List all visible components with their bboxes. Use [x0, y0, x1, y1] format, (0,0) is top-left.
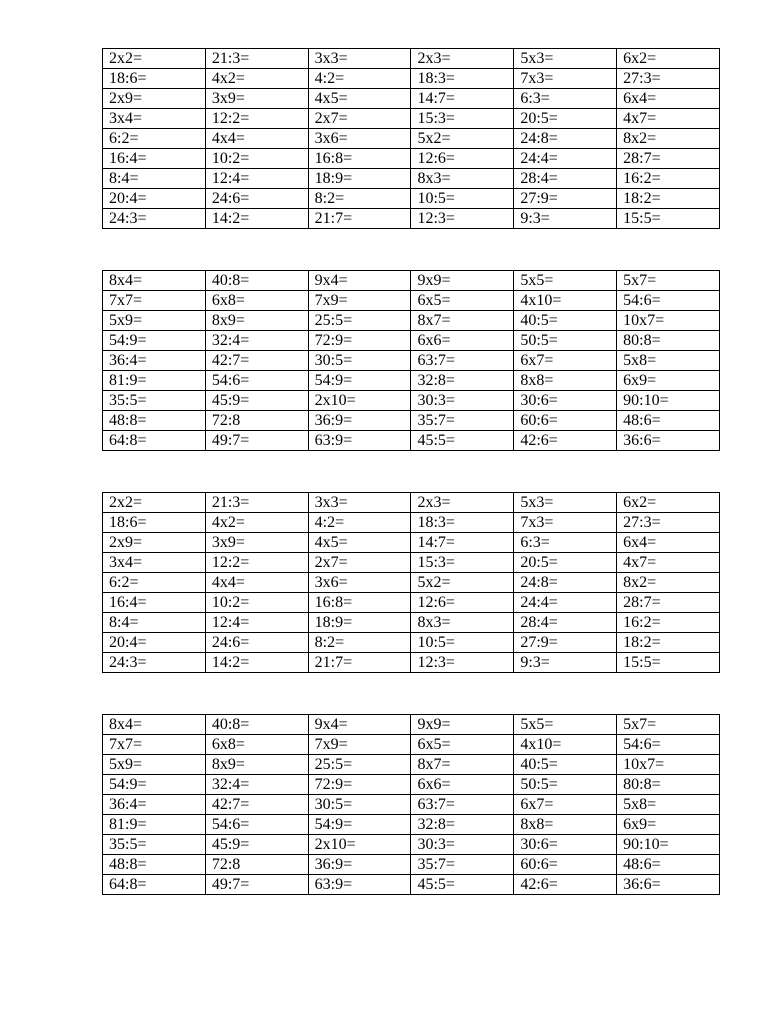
- exercise-cell: 18:9=: [308, 613, 411, 633]
- exercise-table-body: [103, 715, 720, 895]
- exercise-cell: 18:3=: [411, 69, 514, 89]
- exercise-cell: 9x4=: [308, 715, 411, 735]
- exercise-cell: 8x4=: [103, 715, 206, 735]
- exercise-cell: 7x3=: [514, 513, 617, 533]
- exercise-cell: 12:4=: [205, 613, 308, 633]
- exercise-cell: 8x7=: [411, 755, 514, 775]
- exercise-cell: 2x2=: [103, 49, 206, 69]
- exercise-cell: 50:5=: [514, 775, 617, 795]
- exercise-cell: 72:9=: [308, 331, 411, 351]
- exercise-cell: 35:5=: [103, 391, 206, 411]
- table-row: [103, 351, 720, 371]
- exercise-cell: 9:3=: [514, 209, 617, 229]
- exercise-cell: 5x2=: [411, 573, 514, 593]
- exercise-cell: 18:3=: [411, 513, 514, 533]
- exercise-cell: 80:8=: [617, 775, 720, 795]
- exercise-cell: 6x9=: [617, 371, 720, 391]
- table-row: [103, 311, 720, 331]
- exercise-cell: 30:5=: [308, 351, 411, 371]
- exercise-cell: 7x9=: [308, 291, 411, 311]
- exercise-cell: 64:8=: [103, 875, 206, 895]
- exercise-cell: 36:6=: [617, 431, 720, 451]
- exercise-cell: 8x4=: [103, 271, 206, 291]
- exercise-cell: 30:6=: [514, 835, 617, 855]
- exercise-cell: 7x3=: [514, 69, 617, 89]
- exercise-cell: 6x4=: [617, 533, 720, 553]
- exercise-cell: 24:4=: [514, 593, 617, 613]
- exercise-cell: 45:5=: [411, 431, 514, 451]
- table-row: [103, 715, 720, 735]
- exercise-cell: 5x3=: [514, 493, 617, 513]
- exercise-cell: 12:6=: [411, 593, 514, 613]
- exercise-cell: 25:5=: [308, 311, 411, 331]
- exercise-cell: 6x8=: [205, 735, 308, 755]
- exercise-cell: 10:2=: [205, 149, 308, 169]
- exercise-cell: 6:3=: [514, 89, 617, 109]
- exercise-cell: 36:6=: [617, 875, 720, 895]
- table-row: [103, 815, 720, 835]
- exercise-cell: 24:3=: [103, 653, 206, 673]
- exercise-cell: 5x9=: [103, 755, 206, 775]
- exercise-cell: 24:6=: [205, 633, 308, 653]
- exercise-cell: 28:7=: [617, 149, 720, 169]
- exercise-cell: 24:8=: [514, 129, 617, 149]
- table-row: [103, 109, 720, 129]
- exercise-cell: 3x9=: [205, 533, 308, 553]
- exercise-cell: 16:4=: [103, 149, 206, 169]
- exercise-cell: 21:7=: [308, 209, 411, 229]
- exercise-cell: 8x7=: [411, 311, 514, 331]
- exercise-cell: 16:2=: [617, 169, 720, 189]
- exercise-cell: 6x7=: [514, 795, 617, 815]
- exercise-cell: 54:9=: [103, 775, 206, 795]
- exercise-cell: 12:4=: [205, 169, 308, 189]
- exercise-cell: 49:7=: [205, 875, 308, 895]
- exercise-cell: 8x9=: [205, 311, 308, 331]
- table-row: [103, 493, 720, 513]
- exercise-cell: 36:4=: [103, 795, 206, 815]
- exercise-cell: 14:7=: [411, 533, 514, 553]
- exercise-table-body: [103, 49, 720, 229]
- exercise-cell: 6:2=: [103, 573, 206, 593]
- exercise-cell: 21:3=: [205, 49, 308, 69]
- exercise-cell: 3x3=: [308, 49, 411, 69]
- exercise-cell: 6x6=: [411, 775, 514, 795]
- exercise-cell: 9x4=: [308, 271, 411, 291]
- exercise-cell: 4x4=: [205, 129, 308, 149]
- exercise-cell: 15:5=: [617, 653, 720, 673]
- exercise-cell: 2x9=: [103, 89, 206, 109]
- table-row: [103, 553, 720, 573]
- exercise-cell: 5x5=: [514, 271, 617, 291]
- exercise-cell: 5x2=: [411, 129, 514, 149]
- exercise-cell: 7x7=: [103, 291, 206, 311]
- exercise-cell: 18:2=: [617, 633, 720, 653]
- table-row: [103, 431, 720, 451]
- exercise-cell: 35:7=: [411, 411, 514, 431]
- exercise-cell: 15:3=: [411, 109, 514, 129]
- exercise-cell: 4x5=: [308, 89, 411, 109]
- exercise-cell: 63:9=: [308, 875, 411, 895]
- exercise-cell: 6x5=: [411, 735, 514, 755]
- table-row: [103, 209, 720, 229]
- exercise-cell: 4x2=: [205, 513, 308, 533]
- exercise-cell: 3x9=: [205, 89, 308, 109]
- exercise-cell: 32:4=: [205, 775, 308, 795]
- exercise-cell: 27:3=: [617, 513, 720, 533]
- exercise-cell: 72:9=: [308, 775, 411, 795]
- exercise-cell: 5x5=: [514, 715, 617, 735]
- exercise-cell: 14:2=: [205, 209, 308, 229]
- exercise-cell: 28:4=: [514, 613, 617, 633]
- exercise-cell: 24:6=: [205, 189, 308, 209]
- exercise-cell: 25:5=: [308, 755, 411, 775]
- exercise-cell: 8x8=: [514, 815, 617, 835]
- table-row: [103, 735, 720, 755]
- table-row: [103, 755, 720, 775]
- exercise-cell: 2x10=: [308, 391, 411, 411]
- exercise-cell: 27:9=: [514, 633, 617, 653]
- exercise-cell: 2x3=: [411, 493, 514, 513]
- exercise-cell: 8x9=: [205, 755, 308, 775]
- exercise-cell: 3x4=: [103, 109, 206, 129]
- exercise-cell: 5x8=: [617, 351, 720, 371]
- exercise-cell: 4x5=: [308, 533, 411, 553]
- table-row: [103, 633, 720, 653]
- exercise-cell: 36:9=: [308, 855, 411, 875]
- exercise-cell: 30:3=: [411, 835, 514, 855]
- exercise-table: [102, 48, 720, 229]
- exercise-cell: 60:6=: [514, 411, 617, 431]
- table-row: [103, 129, 720, 149]
- exercise-cell: 20:5=: [514, 553, 617, 573]
- exercise-cell: 80:8=: [617, 331, 720, 351]
- exercise-cell: 48:6=: [617, 855, 720, 875]
- exercise-cell: 12:3=: [411, 653, 514, 673]
- exercise-cell: 8x2=: [617, 573, 720, 593]
- exercise-cell: 48:8=: [103, 855, 206, 875]
- exercise-cell: 7x9=: [308, 735, 411, 755]
- exercise-cell: 5x7=: [617, 271, 720, 291]
- exercise-cell: 54:9=: [308, 371, 411, 391]
- exercise-cell: 54:9=: [308, 815, 411, 835]
- exercise-cell: 14:2=: [205, 653, 308, 673]
- exercise-cell: 3x6=: [308, 129, 411, 149]
- exercise-cell: 3x6=: [308, 573, 411, 593]
- exercise-cell: 3x4=: [103, 553, 206, 573]
- exercise-cell: 50:5=: [514, 331, 617, 351]
- exercise-cell: 27:9=: [514, 189, 617, 209]
- table-row: [103, 593, 720, 613]
- exercise-cell: 8:2=: [308, 633, 411, 653]
- exercise-cell: 4x10=: [514, 735, 617, 755]
- exercise-cell: 16:8=: [308, 149, 411, 169]
- exercise-cell: 2x7=: [308, 553, 411, 573]
- table-row: [103, 795, 720, 815]
- exercise-cell: 2x3=: [411, 49, 514, 69]
- exercise-cell: 20:5=: [514, 109, 617, 129]
- exercise-cell: 5x8=: [617, 795, 720, 815]
- exercise-cell: 5x9=: [103, 311, 206, 331]
- table-row: [103, 775, 720, 795]
- exercise-cell: 24:4=: [514, 149, 617, 169]
- exercise-cell: 15:3=: [411, 553, 514, 573]
- exercise-cell: 5x3=: [514, 49, 617, 69]
- exercise-cell: 48:6=: [617, 411, 720, 431]
- exercise-cell: 6x9=: [617, 815, 720, 835]
- table-row: [103, 291, 720, 311]
- exercise-cell: 35:5=: [103, 835, 206, 855]
- exercise-cell: 40:5=: [514, 755, 617, 775]
- table-row: [103, 271, 720, 291]
- exercise-cell: 45:5=: [411, 875, 514, 895]
- table-row: [103, 653, 720, 673]
- exercise-cell: 8x3=: [411, 613, 514, 633]
- exercise-cell: 81:9=: [103, 815, 206, 835]
- exercise-cell: 4x4=: [205, 573, 308, 593]
- exercise-table: [102, 270, 720, 451]
- exercise-cell: 90:10=: [617, 835, 720, 855]
- exercise-cell: 6x4=: [617, 89, 720, 109]
- exercise-cell: 42:6=: [514, 431, 617, 451]
- exercise-cell: 5x7=: [617, 715, 720, 735]
- exercise-cell: 45:9=: [205, 835, 308, 855]
- exercise-table-body: [103, 271, 720, 451]
- table-row: [103, 513, 720, 533]
- exercise-cell: 6x5=: [411, 291, 514, 311]
- exercise-cell: 8:2=: [308, 189, 411, 209]
- exercise-cell: 42:7=: [205, 351, 308, 371]
- exercise-table: [102, 714, 720, 895]
- exercise-cell: 6x2=: [617, 49, 720, 69]
- exercise-cell: 45:9=: [205, 391, 308, 411]
- exercise-cell: 7x7=: [103, 735, 206, 755]
- exercise-cell: 3x3=: [308, 493, 411, 513]
- exercise-cell: 28:4=: [514, 169, 617, 189]
- exercise-cell: 12:3=: [411, 209, 514, 229]
- exercise-cell: 63:7=: [411, 351, 514, 371]
- exercise-cell: 21:3=: [205, 493, 308, 513]
- table-row: [103, 855, 720, 875]
- exercise-cell: 24:8=: [514, 573, 617, 593]
- exercise-cell: 8x8=: [514, 371, 617, 391]
- exercise-cell: 40:8=: [205, 271, 308, 291]
- exercise-cell: 4:2=: [308, 69, 411, 89]
- exercise-cell: 32:8=: [411, 371, 514, 391]
- exercise-cell: 8x2=: [617, 129, 720, 149]
- exercise-cell: 9x9=: [411, 271, 514, 291]
- table-row: [103, 835, 720, 855]
- exercise-cell: 54:6=: [205, 371, 308, 391]
- exercise-cell: 9:3=: [514, 653, 617, 673]
- exercise-cell: 10:2=: [205, 593, 308, 613]
- table-row: [103, 573, 720, 593]
- table-row: [103, 533, 720, 553]
- exercise-cell: 30:5=: [308, 795, 411, 815]
- table-row: [103, 391, 720, 411]
- exercise-cell: 4x7=: [617, 109, 720, 129]
- table-row: [103, 411, 720, 431]
- exercise-cell: 30:3=: [411, 391, 514, 411]
- exercise-cell: 20:4=: [103, 633, 206, 653]
- exercise-cell: 36:9=: [308, 411, 411, 431]
- exercise-cell: 6x6=: [411, 331, 514, 351]
- exercise-cell: 18:6=: [103, 69, 206, 89]
- exercise-cell: 2x9=: [103, 533, 206, 553]
- exercise-cell: 16:4=: [103, 593, 206, 613]
- exercise-cell: 10:5=: [411, 189, 514, 209]
- exercise-cell: 6x7=: [514, 351, 617, 371]
- exercise-cell: 6x8=: [205, 291, 308, 311]
- exercise-cell: 4x7=: [617, 553, 720, 573]
- exercise-table: [102, 492, 720, 673]
- table-row: [103, 875, 720, 895]
- exercise-cell: 8:4=: [103, 613, 206, 633]
- table-row: [103, 149, 720, 169]
- exercise-cell: 32:4=: [205, 331, 308, 351]
- exercise-cell: 16:8=: [308, 593, 411, 613]
- table-row: [103, 169, 720, 189]
- exercise-cell: 72:8: [205, 411, 308, 431]
- exercise-cell: 63:9=: [308, 431, 411, 451]
- exercise-cell: 40:8=: [205, 715, 308, 735]
- exercise-cell: 6:3=: [514, 533, 617, 553]
- table-row: [103, 371, 720, 391]
- exercise-cell: 2x2=: [103, 493, 206, 513]
- table-row: [103, 69, 720, 89]
- exercise-cell: 2x7=: [308, 109, 411, 129]
- exercise-cell: 36:4=: [103, 351, 206, 371]
- exercise-cell: 42:6=: [514, 875, 617, 895]
- exercise-cell: 8:4=: [103, 169, 206, 189]
- exercise-cell: 30:6=: [514, 391, 617, 411]
- table-row: [103, 189, 720, 209]
- exercise-cell: 12:6=: [411, 149, 514, 169]
- table-row: [103, 89, 720, 109]
- exercise-cell: 42:7=: [205, 795, 308, 815]
- exercise-cell: 24:3=: [103, 209, 206, 229]
- exercise-cell: 81:9=: [103, 371, 206, 391]
- exercise-table-body: [103, 493, 720, 673]
- exercise-cell: 72:8: [205, 855, 308, 875]
- exercise-cell: 18:2=: [617, 189, 720, 209]
- exercise-cell: 54:6=: [617, 735, 720, 755]
- exercise-cell: 20:4=: [103, 189, 206, 209]
- table-row: [103, 49, 720, 69]
- exercise-cell: 54:9=: [103, 331, 206, 351]
- exercise-cell: 54:6=: [617, 291, 720, 311]
- exercise-cell: 21:7=: [308, 653, 411, 673]
- exercise-cell: 40:5=: [514, 311, 617, 331]
- exercise-cell: 10x7=: [617, 755, 720, 775]
- exercise-cell: 15:5=: [617, 209, 720, 229]
- exercise-cell: 27:3=: [617, 69, 720, 89]
- exercise-cell: 64:8=: [103, 431, 206, 451]
- exercise-cell: 49:7=: [205, 431, 308, 451]
- exercise-cell: 18:9=: [308, 169, 411, 189]
- exercise-cell: 14:7=: [411, 89, 514, 109]
- exercise-cell: 6x2=: [617, 493, 720, 513]
- exercise-cell: 6:2=: [103, 129, 206, 149]
- exercise-cell: 4:2=: [308, 513, 411, 533]
- exercise-cell: 4x10=: [514, 291, 617, 311]
- exercise-cell: 9x9=: [411, 715, 514, 735]
- exercise-cell: 63:7=: [411, 795, 514, 815]
- table-row: [103, 331, 720, 351]
- exercise-cell: 54:6=: [205, 815, 308, 835]
- exercise-cell: 60:6=: [514, 855, 617, 875]
- exercise-cell: 32:8=: [411, 815, 514, 835]
- exercise-cell: 48:8=: [103, 411, 206, 431]
- exercise-cell: 16:2=: [617, 613, 720, 633]
- exercise-cell: 4x2=: [205, 69, 308, 89]
- exercise-cell: 12:2=: [205, 553, 308, 573]
- exercise-cell: 10x7=: [617, 311, 720, 331]
- exercise-cell: 12:2=: [205, 109, 308, 129]
- exercise-cell: 2x10=: [308, 835, 411, 855]
- exercise-cell: 90:10=: [617, 391, 720, 411]
- exercise-cell: 18:6=: [103, 513, 206, 533]
- exercise-cell: 8x3=: [411, 169, 514, 189]
- exercise-cell: 28:7=: [617, 593, 720, 613]
- table-row: [103, 613, 720, 633]
- exercise-cell: 35:7=: [411, 855, 514, 875]
- exercise-cell: 10:5=: [411, 633, 514, 653]
